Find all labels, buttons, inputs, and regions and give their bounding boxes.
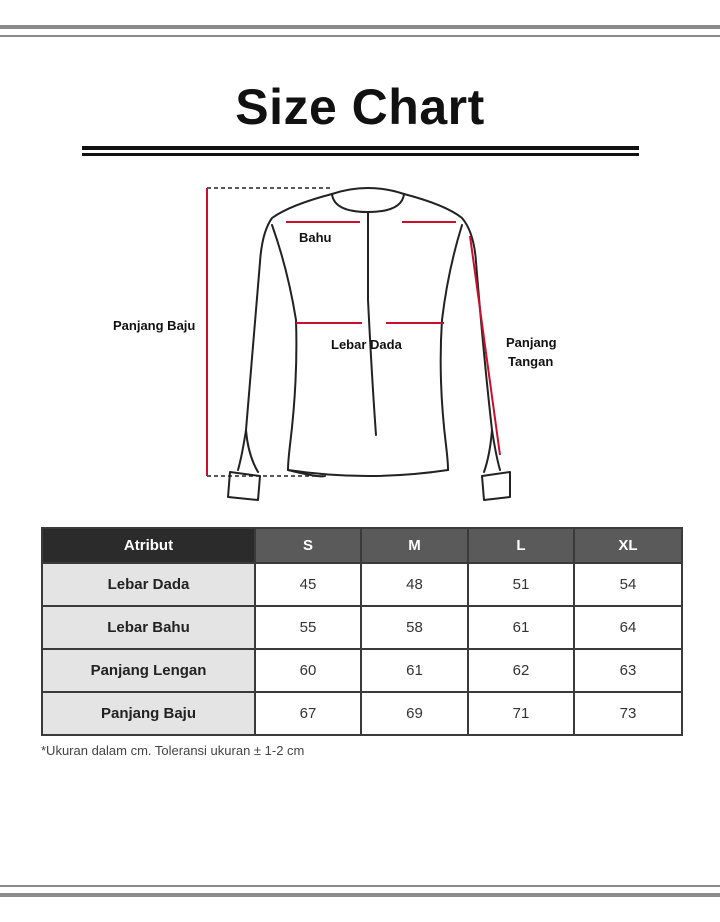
table-row: [42, 649, 682, 692]
cell-value: 48: [361, 563, 468, 606]
page-title: Size Chart: [235, 79, 485, 135]
size-note: *Ukuran dalam cm. Toleransi ukuran ± 1-2 cm: [41, 743, 305, 758]
cell-value: 73: [574, 692, 682, 735]
row-label: Lebar Dada: [42, 563, 255, 606]
row-label: Panjang Baju: [42, 692, 255, 735]
cell-value: 62: [468, 649, 574, 692]
cell-value: 71: [468, 692, 574, 735]
label-panjang-baju: Panjang Baju: [113, 318, 196, 333]
table-row: [42, 606, 682, 649]
cell-value: 61: [468, 606, 574, 649]
label-bahu: Bahu: [299, 230, 332, 245]
cell-value: 58: [361, 606, 468, 649]
cell-value: 60: [255, 649, 361, 692]
cell-value: 54: [574, 563, 682, 606]
cell-value: 51: [468, 563, 574, 606]
bottom-border: [0, 893, 720, 897]
label-lebar-dada: Lebar Dada: [331, 337, 402, 352]
row-label: Panjang Lengan: [42, 649, 255, 692]
table-row: [42, 563, 682, 606]
measurement-lines: [207, 188, 500, 476]
cell-value: 63: [574, 649, 682, 692]
table-row: [42, 692, 682, 735]
cell-value: 45: [255, 563, 361, 606]
header-m: M: [361, 528, 468, 563]
panjang-tangan-line: [470, 236, 500, 455]
cell-value: 64: [574, 606, 682, 649]
row-label: Lebar Bahu: [42, 606, 255, 649]
header-atribut: Atribut: [42, 528, 255, 563]
header-s: S: [255, 528, 361, 563]
cell-value: 55: [255, 606, 361, 649]
cell-value: 61: [361, 649, 468, 692]
label-panjang-tangan-2: Tangan: [508, 354, 554, 369]
cell-value: 69: [361, 692, 468, 735]
table-header-row: [42, 528, 682, 563]
header-l: L: [468, 528, 574, 563]
bottom-border-inner: [0, 885, 720, 887]
label-panjang-tangan-1: Panjang: [506, 335, 557, 350]
cell-value: 67: [255, 692, 361, 735]
size-table: [41, 527, 683, 736]
header-xl: XL: [574, 528, 682, 563]
